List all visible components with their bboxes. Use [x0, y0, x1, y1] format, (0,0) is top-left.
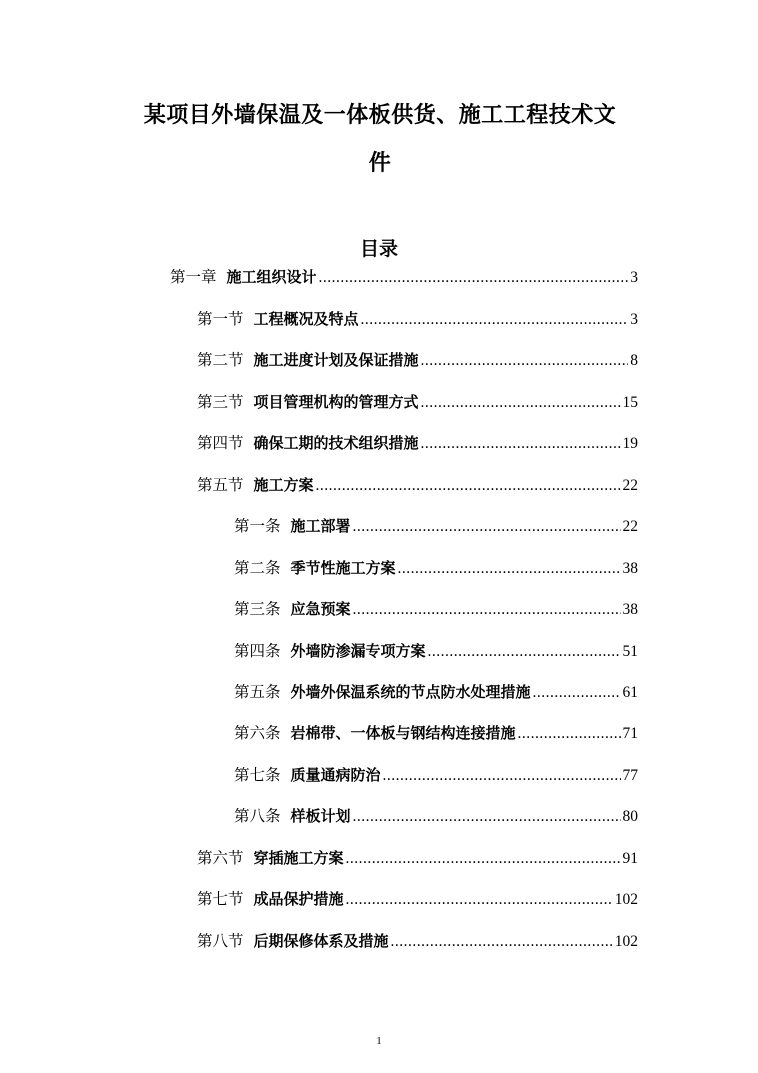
toc-entry-title: 施工部署: [290, 517, 351, 535]
toc-entry-title: 季节性施工方案: [290, 559, 396, 577]
toc-leader-dots: [421, 391, 621, 414]
toc-leader-dots: [316, 474, 621, 497]
toc-entry-number: 第一节: [197, 311, 244, 328]
toc-entry-page: 77: [622, 767, 638, 784]
toc-entry[interactable]: [234, 598, 638, 620]
toc-entry-page: 91: [622, 850, 638, 867]
toc-entry-title: 质量通病防治: [290, 766, 381, 784]
toc-entry-title: 施工方案: [253, 476, 314, 494]
toc-entry-page: 38: [622, 601, 638, 618]
toc-entry[interactable]: [197, 432, 638, 454]
toc-leader-dots: [391, 930, 613, 953]
toc-leader-dots: [319, 266, 629, 289]
toc-entry-number: 第八节: [197, 933, 244, 950]
toc-entry-title: 外墙外保温系统的节点防水处理措施: [290, 683, 531, 701]
toc-entry-page: 61: [622, 684, 638, 701]
toc-entry-title: 样板计划: [290, 807, 351, 825]
toc-entry[interactable]: [234, 515, 638, 537]
toc-leader-dots: [533, 681, 621, 704]
toc-entry[interactable]: [197, 474, 638, 496]
toc-entry-title: 确保工期的技术组织措施: [253, 434, 419, 452]
toc-entry-page: 22: [622, 518, 638, 535]
toc-entry-title: 成品保护措施: [253, 890, 344, 908]
toc-entry-title: 项目管理机构的管理方式: [253, 393, 419, 411]
toc-entry[interactable]: [197, 888, 638, 910]
toc-leader-dots: [346, 888, 613, 911]
toc-entry[interactable]: [234, 764, 638, 786]
toc-entry-number: 第二节: [197, 352, 244, 369]
toc-leader-dots: [353, 805, 621, 828]
toc-heading: 目录: [359, 238, 398, 260]
toc-leader-dots: [346, 847, 621, 870]
toc-leader-dots: [398, 557, 621, 580]
toc-entry-page: 19: [622, 435, 638, 452]
toc-entry[interactable]: [170, 266, 638, 288]
toc-entry-number: 第七节: [197, 891, 244, 908]
toc-entry-title: 穿插施工方案: [253, 849, 344, 867]
toc-entry[interactable]: [234, 805, 638, 827]
toc-entry-page: 3: [630, 269, 638, 286]
toc-entry-page: 8: [630, 352, 638, 369]
toc-entry-title: 施工进度计划及保证措施: [253, 351, 419, 369]
toc-entry-page: 102: [614, 891, 638, 908]
toc-entry-title: 岩棉带、一体板与钢结构连接措施: [290, 724, 516, 742]
toc-entry[interactable]: [197, 391, 638, 413]
toc-entry-page: 102: [614, 933, 638, 950]
toc-entry-title: 后期保修体系及措施: [253, 932, 389, 950]
toc-entry-number: 第三条: [234, 601, 281, 618]
toc-leader-dots: [428, 640, 621, 663]
toc-entry-number: 第五条: [234, 684, 281, 701]
toc-entry[interactable]: [234, 557, 638, 579]
toc-entry-title: 施工组织设计: [226, 268, 317, 286]
toc-leader-dots: [353, 598, 621, 621]
toc-entry-title: 工程概况及特点: [253, 310, 359, 328]
toc-entry-page: 71: [622, 725, 638, 742]
document-title-line-2: 件: [368, 151, 392, 176]
toc-entry-page: 51: [622, 643, 638, 660]
toc-leader-dots: [421, 432, 621, 455]
toc-leader-dots: [421, 349, 629, 372]
toc-entry-number: 第六条: [234, 725, 281, 742]
toc-entry-number: 第一章: [170, 269, 217, 286]
toc-entry-number: 第四条: [234, 643, 281, 660]
document-title-line-1: 某项目外墙保温及一体板供货、施工工程技术文: [143, 103, 617, 128]
page-number: 1: [376, 1035, 382, 1047]
toc-entry[interactable]: [234, 681, 638, 703]
toc-entry-number: 第三节: [197, 394, 244, 411]
toc-entry-number: 第四节: [197, 435, 244, 452]
toc-entry[interactable]: [197, 847, 638, 869]
toc-entry-number: 第七条: [234, 767, 281, 784]
toc-leader-dots: [353, 515, 621, 538]
toc-entry-number: 第六节: [197, 850, 244, 867]
toc-entry[interactable]: [234, 722, 638, 744]
toc-leader-dots: [518, 722, 621, 745]
toc-entry-number: 第五节: [197, 477, 244, 494]
toc-entry-page: 3: [630, 311, 638, 328]
toc-entry-title: 外墙防渗漏专项方案: [290, 642, 426, 660]
toc-entry-number: 第二条: [234, 560, 281, 577]
document-title: [110, 92, 650, 188]
toc-entry-title: 应急预案: [290, 600, 351, 618]
toc-entry[interactable]: [234, 640, 638, 662]
toc-leader-dots: [383, 764, 621, 787]
toc-entry-page: 38: [622, 560, 638, 577]
toc-entry-page: 15: [622, 394, 638, 411]
toc-entry[interactable]: [197, 308, 638, 330]
toc-entry-page: 22: [622, 477, 638, 494]
toc-entry-page: 80: [622, 808, 638, 825]
toc-entry[interactable]: [197, 349, 638, 371]
toc-entry-number: 第一条: [234, 518, 281, 535]
toc-leader-dots: [361, 308, 629, 331]
toc-entry[interactable]: [197, 930, 638, 952]
toc-entry-number: 第八条: [234, 808, 281, 825]
